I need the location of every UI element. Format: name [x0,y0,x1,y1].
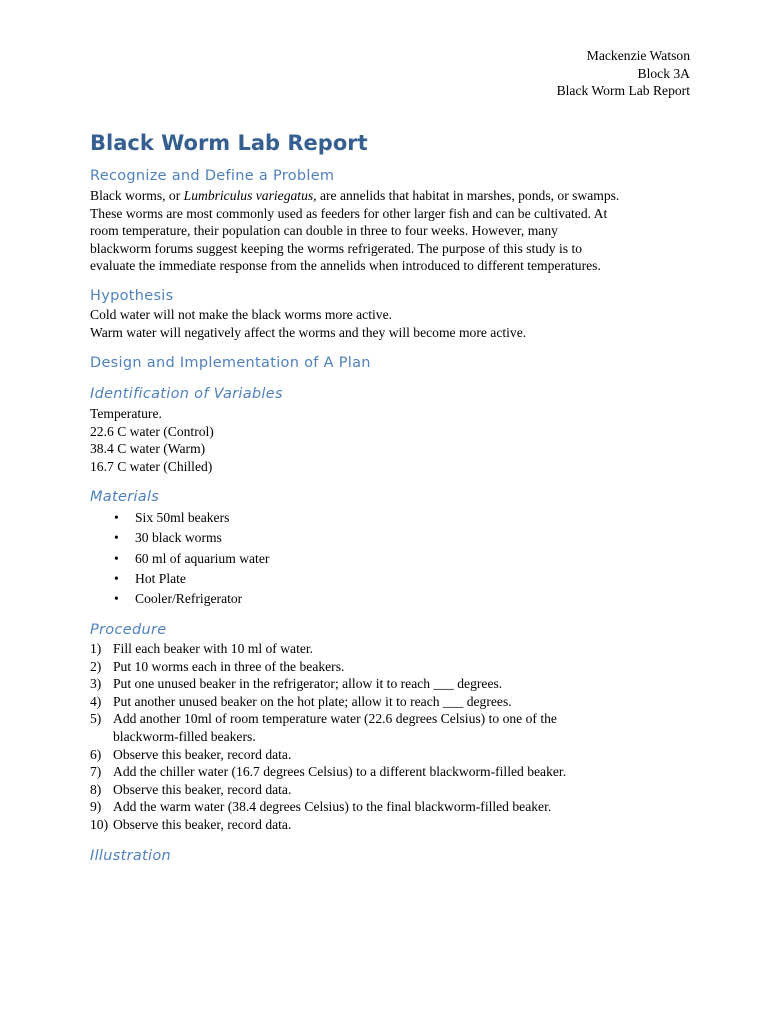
list-item [90,589,680,609]
variable-line: 16.7 C water (Chilled) [90,458,213,474]
procedure-step [90,675,635,693]
subsection-heading: Procedure [90,622,167,638]
procedure-step [90,710,635,745]
bullet-icon: • [114,591,119,607]
step-number: 9) [90,799,102,815]
section-heading: Recognize and Define a Problem [90,168,335,184]
step-text: Put 10 worms each in three of the beakers. [113,658,345,674]
procedure-step [90,658,635,676]
procedure-step [90,693,635,711]
variable-line: Temperature. [90,406,162,421]
report-name: Black Worm Lab Report [556,83,690,99]
step-text: Add the warm water (38.4 degrees Celsius) to the final blackworm-filled beaker. [113,799,552,815]
list-item [90,508,680,528]
paragraph-line [90,187,680,205]
list-item-text: Hot Plate [135,570,186,586]
step-text: Add the chiller water (16.7 degrees Celsius) to a different blackworm-filled beaker. [113,764,567,780]
procedure-step [90,640,635,658]
step-number: 6) [90,746,102,762]
step-number: 7) [90,764,102,780]
procedure-step [90,746,635,764]
variable-line: 22.6 C water (Control) [90,423,214,439]
procedure-list [90,640,635,834]
section-materials [90,488,680,609]
list-item [90,528,680,548]
list-item [90,549,680,569]
list-item [90,569,680,589]
list-item-text: Cooler/Refrigerator [135,591,243,607]
procedure-step [90,763,635,781]
subsection-heading: Identification of Variables [90,386,283,402]
bullet-icon: • [114,510,119,525]
paragraph-line: room temperature, their population can double in three to four weeks. However, many [90,223,558,239]
bullet-icon: • [114,530,119,546]
variable-line: 38.4 C water (Warm) [90,441,206,457]
procedure-step [90,798,635,816]
hypothesis-line: Warm water will negatively affect the worms and they will become more active. [90,324,527,340]
step-number: 1) [90,641,102,656]
paragraph-line: These worms are most commonly used as feeders for other larger fish and can be cultivated. At [90,205,608,221]
section-hypothesis [90,287,680,341]
class-block: Block 3A [637,65,690,81]
paragraph-line: blackworm forums suggest keeping the worms refrigerated. The purpose of this study is to [90,240,583,256]
list-item-text: 30 black worms [135,530,222,546]
paragraph-line: evaluate the immediate response from the annelids when introduced to different temperatures. [90,258,601,274]
section-procedure [90,621,680,834]
bullet-icon: • [114,570,119,586]
step-number: 10) [90,816,109,832]
step-text: Observe this beaker, record data. [113,746,292,762]
step-text: Observe this beaker, record data. [113,816,292,832]
step-number: 8) [90,781,102,797]
section-design [90,354,680,372]
section-heading: Design and Implementation of A Plan [90,355,371,371]
step-text: Add another 10ml of room temperature water (22.6 degrees Celsius) to one of the blackworm-filled beakers. [113,711,557,744]
list-item-text: Six 50ml beakers [135,510,230,525]
step-text: Put another unused beaker on the hot plate; allow it to reach ___ degrees. [113,693,512,709]
section-illustration [90,847,680,865]
document-header [557,47,690,100]
section-problem [90,167,680,275]
author-name: Mackenzie Watson [586,48,690,63]
step-number: 5) [90,711,102,727]
materials-list [90,508,680,609]
step-number: 3) [90,676,102,692]
procedure-step [90,781,635,799]
step-text: Put one unused beaker in the refrigerator; allow it to reach ___ degrees. [113,676,503,692]
section-variables [90,385,680,475]
text-run: Black worms, or [90,188,184,203]
hypothesis-line: Cold water will not make the black worms more active. [90,307,392,322]
species-name: Lumbriculus variegatus, [183,188,317,203]
subsection-heading: Illustration [90,848,171,864]
page-title: Black Worm Lab Report [90,131,368,155]
problem-paragraph [90,187,680,275]
step-number: 2) [90,658,102,674]
list-item-text: 60 ml of aquarium water [135,550,270,566]
section-heading: Hypothesis [90,288,174,304]
text-run: are annelids that habitat in marshes, ponds, or swamps. [316,188,620,203]
subsection-heading: Materials [90,489,160,505]
bullet-icon: • [114,550,119,566]
step-number: 4) [90,693,102,709]
step-text: Observe this beaker, record data. [113,781,292,797]
step-text: Fill each beaker with 10 ml of water. [113,641,314,656]
procedure-step [90,816,635,834]
